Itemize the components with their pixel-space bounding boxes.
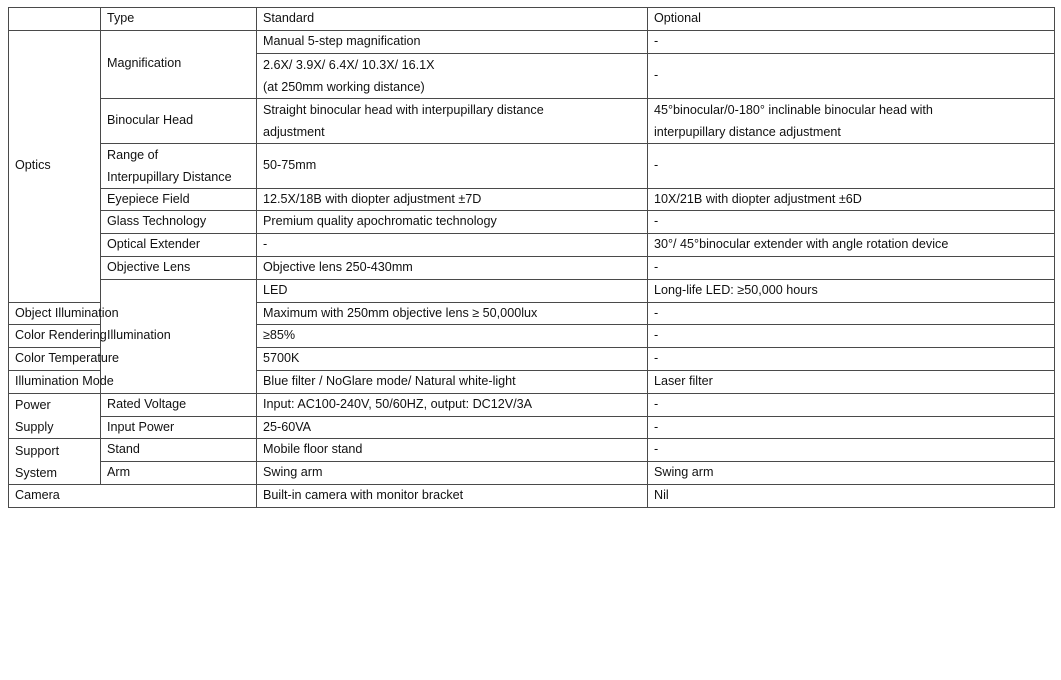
standard-line: (at 250mm working distance) — [263, 79, 425, 94]
standard-cell: Blue filter / NoGlare mode/ Natural white-light — [257, 370, 648, 393]
standard-cell: Premium quality apochromatic technology — [257, 211, 648, 234]
standard-cell: - — [257, 234, 648, 257]
category-illumination: Illumination — [101, 279, 257, 393]
type-line: Range of — [107, 147, 159, 162]
header-type: Type — [101, 8, 257, 31]
optional-line: 45°binocular/0-180° inclinable binocular head with — [654, 102, 933, 117]
optional-cell: - — [648, 416, 1055, 439]
type-cell — [101, 143, 257, 188]
header-row — [9, 8, 1055, 31]
type-cell: Color Rendering — [9, 325, 101, 348]
optional-cell: - — [648, 143, 1055, 188]
type-cell: Arm — [101, 462, 257, 485]
standard-cell: Built-in camera with monitor bracket — [257, 484, 648, 507]
category-optics: Optics — [9, 30, 101, 302]
optional-cell: - — [648, 256, 1055, 279]
table-row — [9, 416, 1055, 439]
optional-cell — [648, 98, 1055, 143]
category-line: System — [15, 465, 57, 480]
standard-cell: Objective lens 250-430mm — [257, 256, 648, 279]
type-cell: Input Power — [101, 416, 257, 439]
optional-cell: - — [648, 53, 1055, 98]
standard-line: Straight binocular head with interpupillary distance — [263, 102, 544, 117]
standard-cell: 5700K — [257, 348, 648, 371]
header-optional: Optional — [648, 8, 1055, 31]
standard-cell: 25-60VA — [257, 416, 648, 439]
table-row — [9, 484, 1055, 507]
standard-cell — [257, 98, 648, 143]
table-row — [9, 211, 1055, 234]
category-power-supply — [9, 393, 101, 439]
category-line: Supply — [15, 420, 54, 435]
type-cell: Objective Lens — [101, 256, 257, 279]
table-row — [9, 439, 1055, 462]
type-line: Interpupillary Distance — [107, 169, 232, 184]
table-row — [9, 188, 1055, 211]
type-cell: LED — [257, 279, 648, 302]
category-support-system — [9, 439, 101, 485]
table-row — [9, 234, 1055, 257]
table-row — [9, 256, 1055, 279]
optional-cell: Swing arm — [648, 462, 1055, 485]
type-cell: Rated Voltage — [101, 393, 257, 416]
optional-cell: 10X/21B with diopter adjustment ±6D — [648, 188, 1055, 211]
type-cell: Stand — [101, 439, 257, 462]
header-standard: Standard — [257, 8, 648, 31]
optional-cell: - — [648, 439, 1055, 462]
table-row — [9, 30, 1055, 53]
optional-cell: Laser filter — [648, 370, 1055, 393]
standard-cell: Long-life LED: ≥50,000 hours — [648, 279, 1055, 302]
standard-line: 2.6X/ 3.9X/ 6.4X/ 10.3X/ 16.1X — [263, 57, 435, 72]
standard-cell — [257, 53, 648, 98]
standard-cell: 12.5X/18B with diopter adjustment ±7D — [257, 188, 648, 211]
cropped-heading — [0, 0, 1061, 1]
table-row — [9, 462, 1055, 485]
optional-cell: Nil — [648, 484, 1055, 507]
type-cell: Magnification — [101, 30, 257, 98]
optional-cell: - — [648, 30, 1055, 53]
category-line: Support — [15, 443, 60, 458]
optional-cell: - — [648, 393, 1055, 416]
type-cell: Optical Extender — [101, 234, 257, 257]
standard-cell: Input: AC100-240V, 50/60HZ, output: DC12V/3A — [257, 393, 648, 416]
type-cell: Color Temperature — [9, 348, 101, 371]
optional-cell: 30°/ 45°binocular extender with angle rotation device — [648, 234, 1055, 257]
standard-cell: Manual 5-step magnification — [257, 30, 648, 53]
optional-cell: - — [648, 325, 1055, 348]
type-cell: Object Illumination — [9, 302, 101, 325]
standard-cell: 50-75mm — [257, 143, 648, 188]
specification-table — [8, 7, 1055, 508]
table-row — [9, 393, 1055, 416]
standard-cell: Swing arm — [257, 462, 648, 485]
category-line: Power — [15, 398, 51, 413]
standard-cell: Mobile floor stand — [257, 439, 648, 462]
optional-cell: - — [648, 302, 1055, 325]
type-cell: Glass Technology — [101, 211, 257, 234]
standard-cell: Maximum with 250mm objective lens ≥ 50,000lux — [257, 302, 648, 325]
type-cell: Binocular Head — [101, 98, 257, 143]
standard-line: adjustment — [263, 124, 325, 139]
standard-cell: ≥85% — [257, 325, 648, 348]
optional-line: interpupillary distance adjustment — [654, 124, 841, 139]
type-cell: Eyepiece Field — [101, 188, 257, 211]
category-camera: Camera — [9, 484, 257, 507]
optional-cell: - — [648, 211, 1055, 234]
header-blank — [9, 8, 101, 31]
type-cell: Illumination Mode — [9, 370, 101, 393]
optional-cell: - — [648, 348, 1055, 371]
table-row — [9, 279, 1055, 302]
